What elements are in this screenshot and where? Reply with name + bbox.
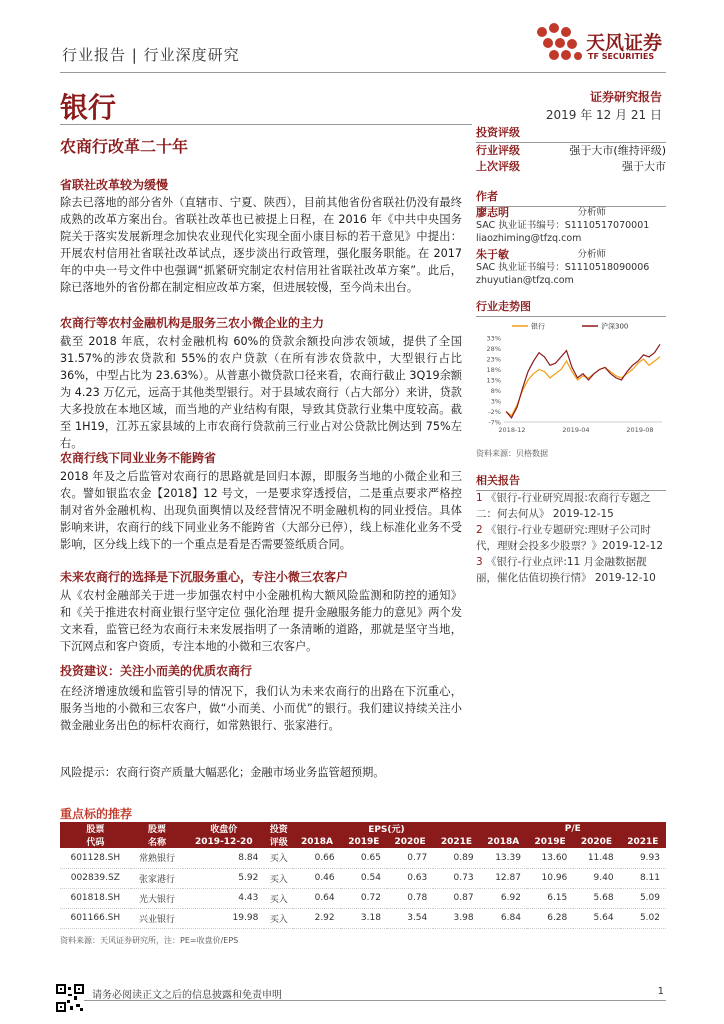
table-cell: 9.93 [620, 848, 666, 868]
table-row [60, 848, 666, 868]
y-tick-label: 28% [486, 345, 501, 353]
section-paragraph: 2018 年及之后监管对农商行的思路就是回归本源，即服务当地的小微企业和三农。譬如银监农金【2018】12 号文，一是要求穿透授信，二是重点要求严格控制对省外金融机构、出现负面舆情以及经营情况不明金融机构的同业授信。具体影响来讲，农商行的线下同业业务不能跨省（大部分已停），线上标准化业务不受影响，区分线上线下的一个重点是看是否需要签纸质合同。 [60, 470, 462, 551]
col-header: 股票 [131, 822, 184, 835]
table-cell: 3.98 [433, 908, 479, 928]
table-cell: 0.63 [387, 868, 433, 888]
y-tick-label: -7% [488, 418, 501, 427]
author-cert: SAC 执业证书编号：S1110518090006 [476, 262, 650, 273]
author-email[interactable]: zhuyutian@tfzq.com [476, 275, 574, 286]
y-tick-label: 13% [486, 376, 501, 385]
table-cell: 9.40 [573, 868, 619, 888]
table-cell: 5.68 [573, 888, 619, 908]
report-date: 2019 年 12 月 21 日 [545, 108, 662, 122]
table-cell: 19.98 [183, 908, 264, 928]
report-type: 证券研究报告 [589, 90, 662, 104]
table-cell: 8.84 [183, 848, 264, 868]
trend-source: 资料来源：贝格数据 [476, 449, 548, 458]
col-header: 股票 [60, 822, 131, 835]
section-heading: 农商行等农村金融机构是服务三农小微企业的主力 [60, 316, 325, 330]
section-heading: 省联社改革较为缓慢 [60, 178, 169, 192]
table-cell: 5.09 [620, 888, 666, 908]
author-block [476, 248, 666, 287]
table-note: 资料来源：天风证券研究所，注：PE=收盘价/EPS [60, 936, 239, 945]
table-cell: 002839.SZ [60, 868, 131, 888]
recommendation-table [60, 822, 666, 929]
trend-heading: 行业走势图 [476, 298, 666, 317]
col-header: 收盘价 [183, 822, 264, 835]
col-subheader: 2021E [620, 835, 666, 848]
legend-label: 银行 [531, 322, 545, 331]
rating-key: 行业评级 [476, 144, 520, 157]
section-heading: 农商行线下同业业务不能跨省 [60, 451, 217, 465]
author-heading: 作者 [476, 188, 666, 207]
rating-value: 强于大市 [622, 160, 666, 173]
related-title: 《银行-行业点评:11 月金融数据靓丽，催化估值切换行情》 2019-12-10 [476, 556, 656, 584]
table-cell: 0.54 [341, 868, 387, 888]
table-cell: 6.15 [527, 888, 573, 908]
col-subheader: 2019-12-20 [183, 835, 264, 848]
x-tick-label: 2018-12 [498, 426, 526, 434]
related-heading: 相关报告 [476, 472, 666, 491]
tf-securities-logo [528, 18, 668, 68]
table-cell: 13.60 [527, 848, 573, 868]
series-line [506, 344, 660, 418]
author-role: 分析师 [577, 249, 606, 260]
col-subheader: 2021E [433, 835, 479, 848]
table-cell: 0.77 [387, 848, 433, 868]
author-name: 朱于敏 [476, 248, 509, 261]
section-paragraph: 在经济增速放缓和监管引导的情况下，我们认为未来农商行的出路在下沉重心，服务当地的小微和三农客户，做“小而美、小而优”的银行。我们建议持续关注小微金融业务出色的标杆农商行，如常熟银行、张家港行。 [60, 685, 462, 732]
table-cell: 2.92 [293, 908, 340, 928]
related-number: 3 [476, 556, 483, 568]
table-cell: 买入 [264, 848, 293, 868]
col-subheader: 评级 [264, 835, 293, 848]
table-cell: 常熟银行 [131, 848, 184, 868]
y-tick-label: 8% [490, 387, 501, 395]
rating-key: 上次评级 [476, 160, 520, 173]
related-report[interactable] [476, 490, 666, 522]
section-heading: 未来农商行的选择是下沉服务重心，专注小微三农客户 [60, 570, 349, 584]
table-cell: 601166.SH [60, 908, 131, 928]
section-paragraph: 截至 2018 年底，农村金融机构 60%的贷款余额投向涉农领域，提供了全国31.57%的涉农贷款和 55%的农户贷款（在所有涉农贷款中，大型银行占比36%，中型占比为 23.63%）。从普惠小微贷款口径来看，农商行截止 3Q19余额为 4.23 万亿元，远高于其他类型银行。对于县域农商行（占大部分）来讲，贷款大多投放在本地区域，而当地的产业结构有限，导致其贷款行业集中度较高。截至 1H19，江苏五家县域的上市农商行贷款前三行业占对公贷款比例达到 75%左右。 [60, 335, 462, 450]
y-tick-label: 23% [486, 355, 501, 364]
table-cell: 12.87 [480, 868, 527, 888]
table-cell: 6.28 [527, 908, 573, 928]
table-cell: 3.18 [341, 908, 387, 928]
table-cell: 5.02 [620, 908, 666, 928]
col-header: P/E [480, 822, 666, 835]
table-cell: 0.87 [433, 888, 479, 908]
table-cell: 0.64 [293, 888, 340, 908]
rating-heading: 投资评级 [476, 124, 666, 143]
author-name: 廖志明 [476, 206, 509, 219]
table-row [60, 868, 666, 888]
logo-name: 天风证券 [586, 32, 663, 54]
y-tick-label: 33% [486, 334, 501, 343]
table-cell: 3.54 [387, 908, 433, 928]
table-cell: 买入 [264, 888, 293, 908]
related-title: 《银行-行业研究周报:农商行专题之二：何去何从》 2019-12-15 [476, 492, 651, 520]
title-divider [60, 124, 472, 125]
col-subheader: 2020E [387, 835, 433, 848]
risk-warning: 风险提示：农商行资产质量大幅恶化；金融市场业务监管超预期。 [60, 766, 385, 779]
related-report[interactable] [476, 554, 666, 586]
table-cell: 8.11 [620, 868, 666, 888]
col-subheader: 2019E [341, 835, 387, 848]
table-cell: 601818.SH [60, 888, 131, 908]
author-email[interactable]: liaozhiming@tfzq.com [476, 233, 582, 244]
col-header: 投资 [264, 822, 293, 835]
author-cert: SAC 执业证书编号：S1110517070001 [476, 220, 650, 231]
author-role: 分析师 [577, 207, 606, 218]
section-heading: 投资建议：关注小而美的优质农商行 [60, 664, 253, 678]
page-number: 1 [657, 986, 664, 997]
y-tick-label: -2% [488, 408, 501, 416]
table-row [60, 888, 666, 908]
table-cell: 5.92 [183, 868, 264, 888]
rating-value: 强于大市(维持评级) [569, 144, 666, 157]
footer-disclaimer: 请务必阅读正文之后的信息披露和免责申明 [92, 990, 282, 1001]
table-cell: 0.72 [341, 888, 387, 908]
col-subheader: 代码 [60, 835, 131, 848]
industry-name: 银行 [60, 91, 117, 124]
col-header: EPS(元) [293, 822, 479, 835]
col-subheader: 名称 [131, 835, 184, 848]
table-cell: 光大银行 [131, 888, 184, 908]
trend-chart [476, 318, 666, 442]
table-cell: 11.48 [573, 848, 619, 868]
series-line [506, 357, 660, 416]
table-cell: 买入 [264, 868, 293, 888]
table-cell: 买入 [264, 908, 293, 928]
table-cell: 0.46 [293, 868, 340, 888]
legend-label: 沪深300 [601, 322, 629, 331]
col-subheader: 2019E [527, 835, 573, 848]
header-divider [60, 72, 666, 73]
x-tick-label: 2019-04 [562, 426, 590, 434]
table-cell: 13.39 [480, 848, 527, 868]
report-category: 行业报告 | 行业深度研究 [62, 46, 240, 64]
author-block [476, 206, 666, 245]
logo-english: TF SECURITIES [588, 52, 655, 61]
section-paragraph: 除去已落地的部分省外（直辖市、宁夏、陕西），目前其他省份省联社仍没有最终成熟的改革方案出台。省联社改革也已被提上日程，在 2016 年《中共中央国务院关于落实发展新理念加快农业现代化实现全面小康目标的若干意见》中提出：开展农村信用社省联社改革试点，逐步淡出行政管理，强化服务职能。在 2017 年的中央一号文件中也强调“抓紧研究制定农村信用社省联社改革方案”。此后，除已落地外的省份都在制定相应改革方案，但进展较慢，至今尚未出台。 [60, 196, 462, 294]
logo-mark-icon [528, 18, 584, 68]
table-cell: 6.92 [480, 888, 527, 908]
related-number: 1 [476, 492, 483, 504]
table-cell: 0.66 [293, 848, 340, 868]
table-cell: 4.43 [183, 888, 264, 908]
table-row [60, 908, 666, 928]
table-cell: 0.73 [433, 868, 479, 888]
table-cell: 5.64 [573, 908, 619, 928]
col-subheader: 2018A [293, 835, 340, 848]
table-cell: 兴业银行 [131, 908, 184, 928]
table-cell: 10.96 [527, 868, 573, 888]
table-cell: 6.84 [480, 908, 527, 928]
report-title: 农商行改革二十年 [60, 137, 189, 156]
qr-code-icon [56, 984, 84, 1012]
col-subheader: 2018A [480, 835, 527, 848]
rating-row [476, 142, 666, 158]
y-tick-label: 18% [486, 366, 501, 374]
table-cell: 0.65 [341, 848, 387, 868]
related-report[interactable] [476, 522, 666, 554]
section-paragraph: 从《农村金融部关于进一步加强农村中小金融机构大额风险监测和防控的通知》和《关于推进农村商业银行坚守定位 强化治理 提升金融服务能力的意见》两个发文来看，监管已经为农商行未来发展指明了一条清晰的道路，那就是坚守当地，下沉网点和客户资质，专注本地的小微和三农客户。 [60, 589, 462, 653]
table-title: 重点标的推荐 [60, 807, 133, 821]
rating-row [476, 158, 666, 174]
x-tick-label: 2019-08 [626, 426, 654, 434]
table-cell: 张家港行 [131, 868, 184, 888]
col-subheader: 2020E [573, 835, 619, 848]
table-cell: 0.78 [387, 888, 433, 908]
related-title: 《银行-行业专题研究:理财子公司时代，理财会投多少股票？》2019-12-12 [476, 524, 664, 552]
table-cell: 0.89 [433, 848, 479, 868]
y-tick-label: 3% [490, 397, 501, 406]
related-number: 2 [476, 524, 483, 536]
table-cell: 601128.SH [60, 848, 131, 868]
